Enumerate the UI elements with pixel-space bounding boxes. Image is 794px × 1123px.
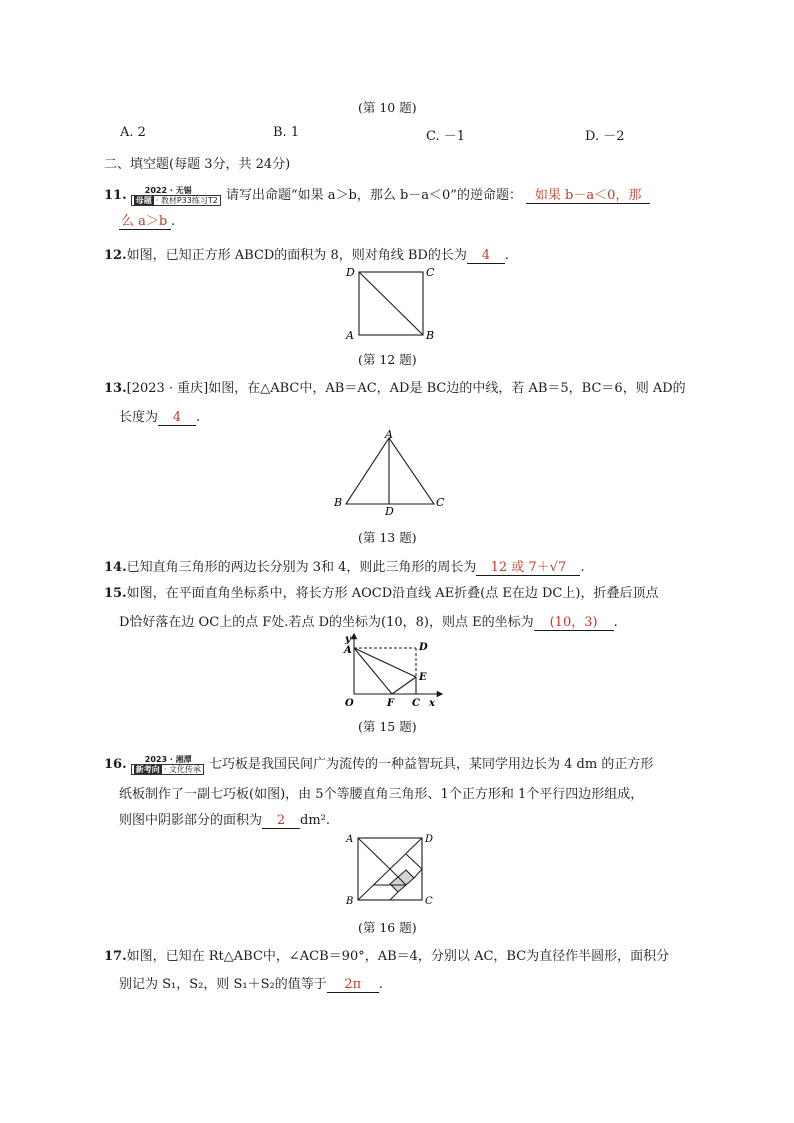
question-number: 16. [104,757,127,772]
question-15-line2: D恰好落在边 OC上的点 F处.若点 D的坐标为(10，8)，则点 E的坐标为 (10，3) . [119,615,618,630]
question-17-line2: 别记为 S₁，S₂，则 S₁＋S₂的值等于 2π . [119,977,383,992]
label-c: C [425,896,433,907]
answer-blank[interactable]: (10，3) [534,615,614,631]
figure-q13-triangle [330,428,450,516]
answer-blank[interactable]: 如果 b－a＜0，那 [526,188,650,204]
answer-blank[interactable]: 4 [158,410,196,426]
label-b: B [334,496,343,509]
question-number: 17. [104,949,127,964]
label-d: D [385,505,394,516]
option-d[interactable]: D. －2 [585,129,625,144]
question-text: 如图，已知在 Rt△ABC中，∠ACB＝90°，AB＝4，分别以 AC，BC为直径作半圆形，面积分 [126,949,670,964]
question-number: 11. [104,188,127,203]
question-text: 七巧板是我国民间广为流传的一种益智玩具，某同学用边长为 4 dm 的正方形 [209,757,654,772]
question-text: 如图，在平面直角坐标系中，将长方形 AOCD沿直线 AE折叠(点 E在边 DC上)，折叠后顶点 [126,586,659,601]
question-number: 12. [104,248,127,263]
question-11-line2: 么 a＞b . [121,214,176,229]
label-a: A [346,834,354,845]
answer-blank[interactable]: 4 [467,248,505,264]
question-text: 如图，已知正方形 ABCD的面积为 8，则对角线 BD的长为 [126,248,467,263]
question-text: 已知直角三角形的两边长分别为 3和 4，则此三角形的周长为 [126,560,477,575]
label-a: A [346,329,354,342]
label-a: A [385,428,393,441]
question-number: 13. [104,381,127,396]
label-d: D [419,642,428,653]
source-tag: 2022 · 无锡 母题 · 教材P33练习T2 [131,186,221,206]
label-c: C [412,698,420,709]
figure-q16-tangram [340,830,440,910]
answer-blank[interactable]: 么 a＞b [119,214,171,230]
label-y: y [345,634,351,645]
question-13 [104,377,686,396]
label-x: x [429,698,435,709]
question-14: 14.已知直角三角形的两边长分别为 3和 4，则此三角形的周长为 12 或 7＋√7 . [104,560,585,575]
label-e: E [419,672,427,683]
question-15 [104,582,658,601]
figure-caption-q12: (第 12 题) [358,352,417,367]
question-text: 请写出命题“如果 a＞b，那么 b－a＜0”的逆命题： [225,188,522,203]
figure-caption-q15: (第 15 题) [358,719,417,734]
label-d: D [425,834,434,845]
question-text: [2023 · 重庆]如图，在△ABC中，AB＝AC，AD是 BC边的中线，若 AB＝5，BC＝6，则 AD的 [126,381,686,396]
figure-caption-q10: (第 10 题) [358,100,417,115]
question-number: 14. [104,560,127,575]
answer-blank[interactable]: 2π [327,977,379,993]
answer-blank[interactable]: 12 或 7＋√7 [476,560,580,576]
question-17 [104,945,669,964]
figure-caption-q13: (第 13 题) [358,530,417,545]
answer-blank[interactable]: 2 [262,813,300,829]
section-title: 二、填空题(每题 3分，共 24分) [104,157,291,172]
question-11 [104,184,650,206]
label-c: C [436,496,445,509]
figure-caption-q16: (第 16 题) [358,920,417,935]
question-16-line2: 纸板制作了一副七巧板(如图)，由 5个等腰直角三角形、1个正方形和 1个平行四边形组成， [119,787,644,802]
figure-q15-coordinate [336,630,448,710]
figure-q12-square [340,262,440,344]
question-number: 15. [104,586,127,601]
question-13-line2: 长度为 4 . [119,410,201,425]
option-a[interactable]: A. 2 [120,125,146,140]
label-a: A [344,645,352,656]
label-b: B [346,896,354,907]
option-b[interactable]: B. 1 [273,125,300,140]
question-16 [104,753,653,775]
label-d: D [346,266,355,279]
label-b: B [426,329,435,342]
source-tag: 2023 · 湘潭 新考向 · 文化传承 [131,755,204,775]
question-16-line3: 则图中阴影部分的面积为 2 dm². [119,813,331,828]
question-12: 12.如图，已知正方形 ABCD的面积为 8，则对角线 BD的长为 4 . [104,248,509,263]
option-c[interactable]: C. －1 [426,129,466,144]
label-c: C [426,266,435,279]
label-o: O [345,698,354,709]
label-f: F [387,698,395,709]
